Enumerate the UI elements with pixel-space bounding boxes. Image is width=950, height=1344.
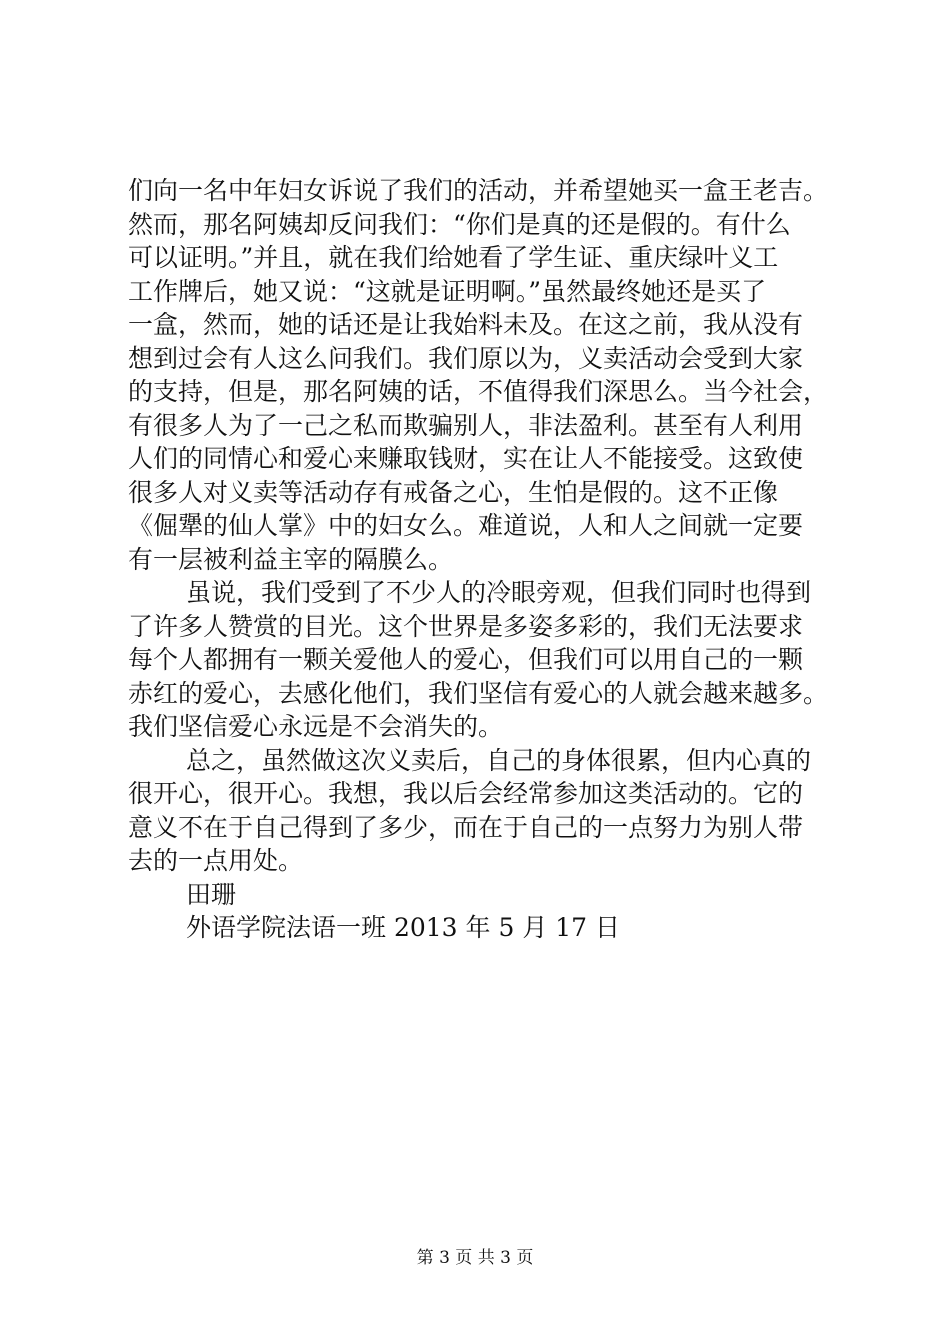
text-line: 意义不在于自己得到了多少，而在于自己的一点努力为别人带: [128, 812, 804, 842]
page-number-footer: 第 3 页 共 3 页: [416, 1248, 534, 1268]
paragraph-start-line: 虽说，我们受到了不少人的冷眼旁观，但我们同时也得到: [186, 578, 812, 607]
paragraph-start-line: 总之，虽然做这次义卖后，自己的身体很累，但内心真的: [186, 745, 812, 775]
text-line: 想到过会有人这么问我们。我们原以为，义卖活动会受到大家: [128, 343, 804, 373]
text-line: 很多人对义卖等活动存有戒备之心，生怕是假的。这不正像: [128, 477, 779, 507]
text-line: 然而，那名阿姨却反问我们：“你们是真的还是假的。有什么: [128, 209, 791, 239]
text-line: 去的一点用处。: [128, 846, 304, 875]
text-line: 赤红的爱心，去感化他们，我们坚信有爱心的人就会越来越多。: [128, 678, 829, 708]
text-line: 人们的同情心和爱心来赚取钱财，实在让人不能接受。这致使: [128, 444, 804, 473]
text-line: 每个人都拥有一颗关爱他人的爱心，但我们可以用自己的一颗: [128, 645, 804, 674]
text-line: 有一层被利益主宰的隔膜么。: [128, 544, 454, 574]
text-line: 一盒，然而，她的话还是让我始料未及。在这之前，我从没有: [128, 310, 804, 339]
text-line: 可以证明。”并且，就在我们给她看了学生证、重庆绿叶义工: [128, 243, 779, 272]
text-line: 工作牌后，她又说：“这就是证明啊。”虽然最终她还是买了: [128, 276, 767, 306]
text-line: 《倔犟的仙人掌》中的妇女么。难道说，人和人之间就一定要: [128, 511, 804, 540]
author-affiliation-date: 外语学院法语一班 2013 年 5 月 17 日: [186, 913, 621, 942]
text-line: 们向一名中年妇女诉说了我们的活动，并希望她买一盒王老吉。: [128, 176, 829, 205]
document-body: [128, 174, 868, 945]
text-line: 了许多人赞赏的目光。这个世界是多姿多彩的，我们无法要求: [128, 611, 804, 641]
text-line: 有很多人为了一己之私而欺骗别人，非法盈利。甚至有人利用: [128, 410, 804, 440]
text-line: 我们坚信爱心永远是不会消失的。: [128, 712, 504, 741]
text-line: 很开心，很开心。我想，我以后会经常参加这类活动的。它的: [128, 779, 804, 808]
text-line: 的支持，但是，那名阿姨的话，不值得我们深思么。当今社会，: [128, 377, 829, 406]
author-name: 田珊: [186, 879, 237, 909]
